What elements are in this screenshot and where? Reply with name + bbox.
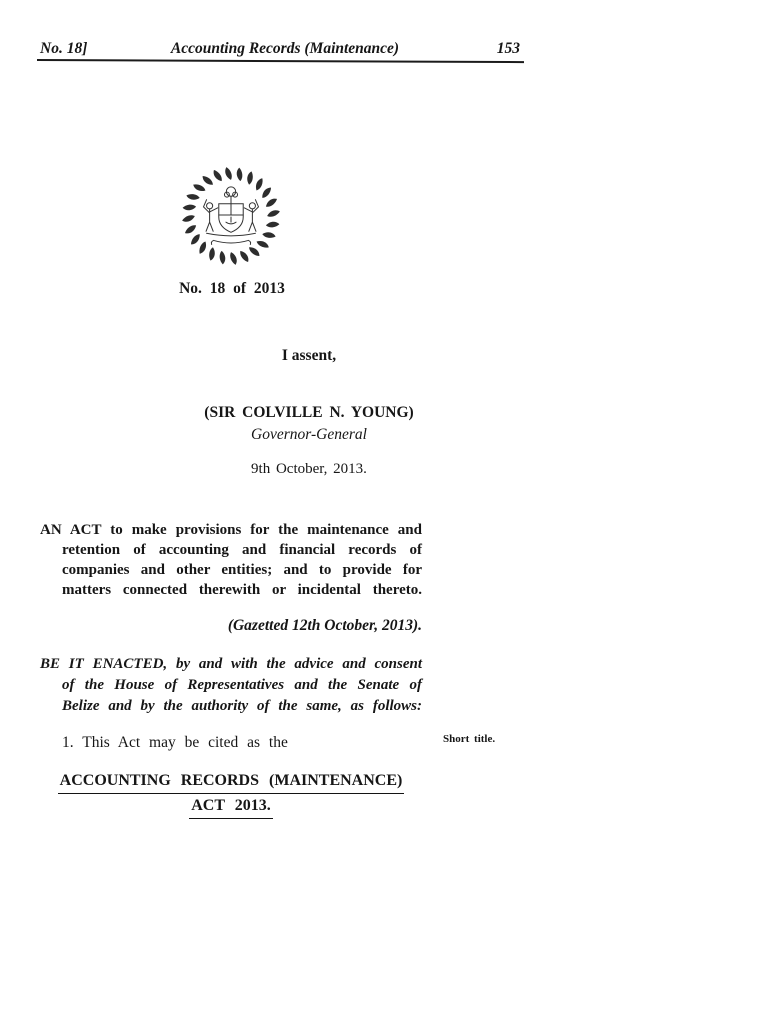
enacting-line: of the House of Representatives and the Senate of [62,677,422,693]
signatory-role: Governor-General [251,426,367,443]
enacting-clause [40,654,422,717]
enacting-line: Belize and by the authority of the same, as follows: [62,698,422,714]
act-number: No. 18 of 2013 [179,280,285,297]
section-1-citation: 1. This Act may be cited as the [62,734,288,751]
belize-coat-of-arms-svg [175,160,287,272]
gazette-note: (Gazetted 12th October, 2013). [227,617,422,634]
short-title-line-2: ACT 2013. [189,794,273,819]
margin-note-short-title: Short title. [443,733,496,745]
assent-line: I assent, [281,347,337,364]
long-title-line: matters connected therewith or incidental thereto. [62,582,422,598]
long-title-line: retention of accounting and financial records of [62,542,422,558]
long-title [40,520,422,600]
enacting-line: BE IT ENACTED, by and with the advice and consent [40,656,422,672]
signatory-name: (SIR COLVILLE N. YOUNG) [204,404,414,421]
header-page-number: 153 [496,40,520,57]
long-title-line: AN ACT to make provisions for the maintenance and [40,522,422,538]
short-title-line-1: ACCOUNTING RECORDS (MAINTENANCE) [58,769,405,794]
arms-inner [204,187,259,245]
long-title-line: companies and other entities; and to provide for [62,562,422,578]
header-title: Accounting Records (Maintenance) [170,40,400,57]
short-title-heading [40,769,422,819]
wreath [182,167,280,265]
header-rule [37,59,524,63]
header-act-number: No. 18] [40,40,88,57]
assent-date: 9th October, 2013. [251,461,367,477]
belize-coat-of-arms-seal [175,160,287,272]
